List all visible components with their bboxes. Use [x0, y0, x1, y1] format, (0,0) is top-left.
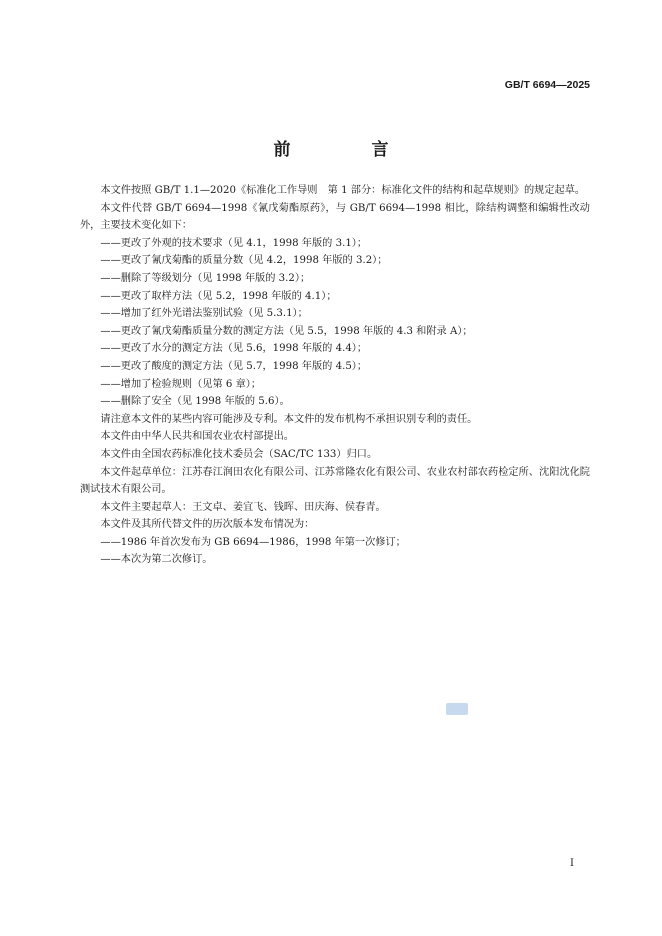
- committee-note: 本文件由全国农药标准化技术委员会（SAC/TC 133）归口。: [100, 448, 378, 460]
- foreword-body: [80, 182, 590, 569]
- change-item: ——删除了安全（见 1998 年版的 5.6）。: [100, 396, 290, 408]
- change-item: ——增加了检验规则（见第 6 章）；: [100, 378, 262, 390]
- paragraph-replacement: 本文件代替 GB/T 6694—1998《氰戊菊酯原药》，与 GB/T 6694—1998 相比，除结构调整和编辑性改动外，主要技术变化如下：: [80, 202, 590, 232]
- change-item: ——更改了酸度的测定方法（见 5.7，1998 年版的 4.5）；: [100, 360, 368, 372]
- patent-note: 请注意本文件的某些内容可能涉及专利。本文件的发布机构不承担识别专利的责任。: [100, 413, 478, 425]
- document-code: GB/T 6694—2025: [504, 79, 590, 91]
- paragraph-drafting-rules: 本文件按照 GB/T 1.1—2020《标准化工作导则 第 1 部分：标准化文件的结构和起草规则》的规定起草。: [100, 185, 586, 196]
- page-number: I: [570, 858, 574, 869]
- change-item: ——更改了氰戊菊酯质量分数的测定方法（见 5.5，1998 年版的 4.3 和附录 A）；: [100, 325, 473, 337]
- history-item: ——本次为第二次修订。: [100, 554, 213, 566]
- proposer-note: 本文件由中华人民共和国农业农村部提出。: [100, 431, 294, 443]
- page-title: 前 言: [273, 140, 421, 160]
- history-intro: 本文件及其所代替文件的历次版本发布情况为：: [100, 519, 315, 531]
- history-item: ——1986 年首次发布为 GB 6694—1986，1998 年第一次修订；: [100, 536, 406, 548]
- change-item: ——增加了红外光谱法鉴别试验（见 5.3.1）；: [100, 308, 308, 320]
- drafting-units-note: 本文件起草单位：江苏春江润田农化有限公司、江苏常隆农化有限公司、农业农村部农药检定所、沈阳沈化院测试技术有限公司。: [80, 466, 590, 496]
- watermark-logo: [446, 703, 468, 715]
- change-item: ——删除了等级划分（见 1998 年版的 3.2）；: [100, 272, 311, 284]
- change-item: ——更改了外观的技术要求（见 4.1，1998 年版的 3.1）；: [100, 237, 368, 249]
- change-item: ——更改了水分的测定方法（见 5.6，1998 年版的 4.4）；: [100, 343, 368, 355]
- change-item: ——更改了取样方法（见 5.2，1998 年版的 4.1）；: [100, 290, 337, 302]
- change-item: ——更改了氰戊菊酯的质量分数（见 4.2，1998 年版的 3.2）；: [100, 255, 388, 267]
- drafters-note: 本文件主要起草人：王文卓、姜宜飞、钱晖、田庆海、侯春青。: [100, 501, 386, 513]
